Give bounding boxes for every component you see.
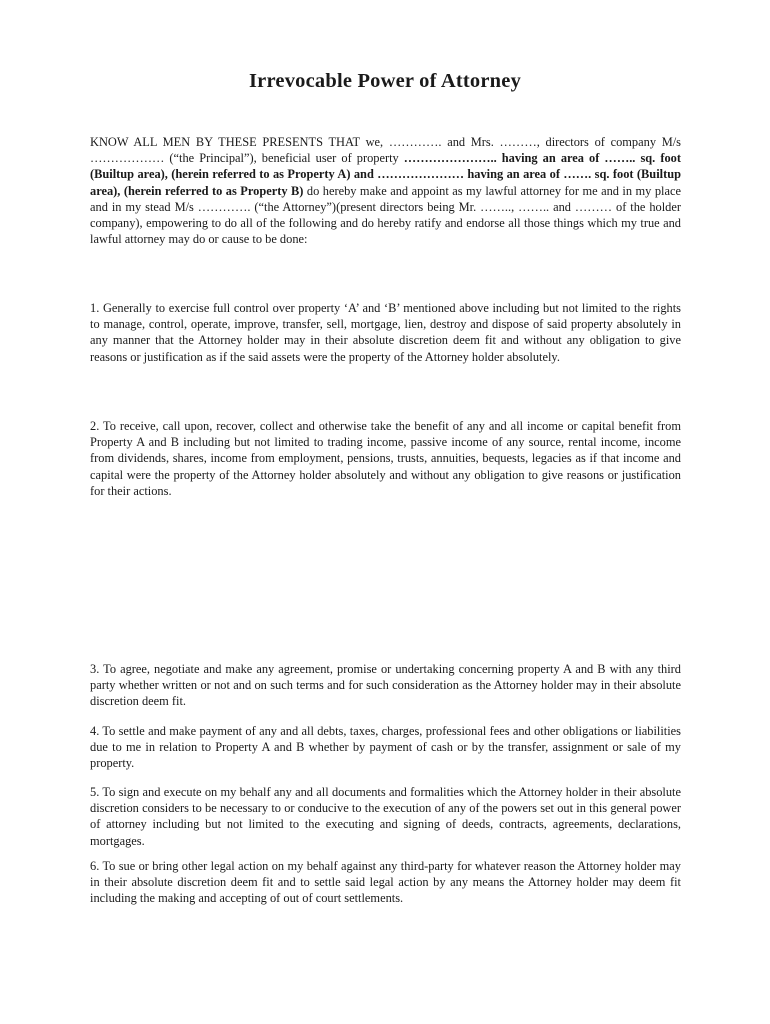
clause-3: 3. To agree, negotiate and make any agreement, promise or undertaking concerning property A and B with any third party whether written or not and on such terms and for such consideration as the Attorney holder may in their absolute discretion deem fit.: [90, 662, 681, 709]
intro-text-bold: ………………….. having an area of …….. sq. foot (Builtup area), (herein referred to as Property A) and ………………… having an area of ……. sq. foot (Builtup area), (herein referred to as Property B): [90, 151, 681, 198]
clause-6: 6. To sue or bring other legal action on my behalf against any third-party for whatever reason the Attorney holder may in their absolute discretion deem fit and to settle said legal action by any means the Attorney holder may deem fit including the making and accepting of out of court settlements.: [90, 859, 681, 906]
intro-text-part2: do hereby make and appoint as my lawful attorney for me and in my place and in my stead M/s …………. (“the Attorney”)(present directors being Mr. …….., …….. and ……… of the holder company), empowering to do all of the following and do hereby ratify and endorse all those things which my true and lawful attorney may do or cause to be done:: [90, 183, 681, 247]
document-title: Irrevocable Power of Attorney: [248, 70, 522, 92]
clause-4: 4. To settle and make payment of any and all debts, taxes, charges, professional fees and other obligations or liabilities due to me in relation to Property A and B whether by payment of cash or by the transfer, assignment or sale of my property.: [90, 724, 681, 771]
intro-text-part1: KNOW ALL MEN BY THESE PRESENTS THAT we, …………. and Mrs. ………, directors of company M/s ……………… (“the Principal”), beneficial user of property: [90, 135, 681, 166]
clause-1: 1. Generally to exercise full control over property ‘A’ and ‘B’ mentioned above including but not limited to the rights to manage, control, operate, improve, transfer, sell, mortgage, lien, destroy and dispose of said property absolutely in any manner that the Attorney holder may in their absolute discretion deem fit and without any obligation to give reasons or justification as if the said assets were the property of the Attorney holder absolutely.: [90, 301, 681, 364]
clause-2: 2. To receive, call upon, recover, collect and otherwise take the benefit of any and all income or capital benefit from Property A and B including but not limited to trading income, passive income of any source, rental income, income from dividends, shares, income from employment, pensions, trusts, annuities, bequests, legacies as if that income and capital were the property of the Attorney holder absolutely and without any obligation to give reasons or justification for their actions.: [90, 419, 681, 498]
clause-5: 5. To sign and execute on my behalf any and all documents and formalities which the Attorney holder in their absolute discretion considers to be necessary to or conducive to the execution of any of the powers set out in this general power of attorney including but not limited to the executing and signing of deeds, contracts, agreements, declarations, mortgages.: [90, 785, 681, 848]
intro-paragraph: [90, 134, 681, 247]
